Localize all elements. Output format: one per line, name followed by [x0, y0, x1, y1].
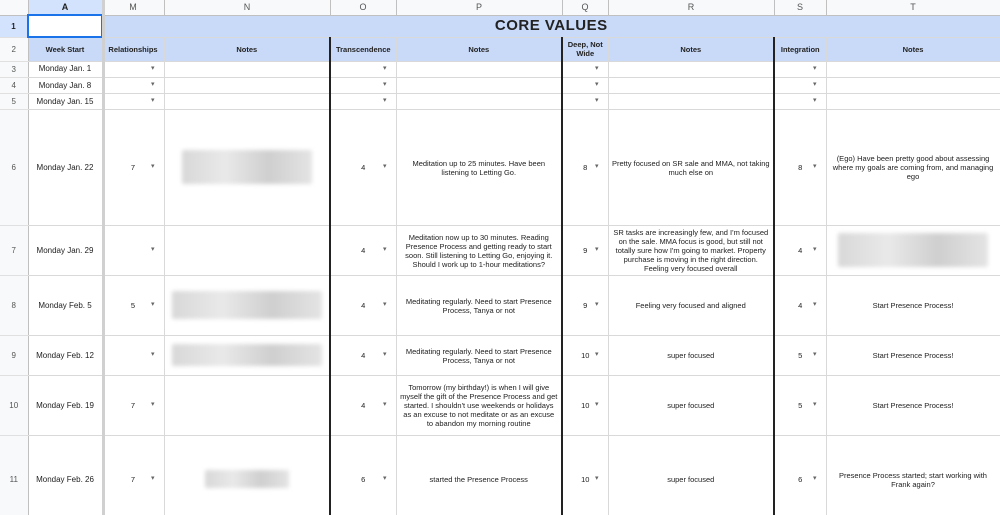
dropdown-arrow-icon[interactable]: ▾ [150, 401, 155, 409]
rating-value: 5 [798, 351, 803, 360]
dropdown-chip[interactable] [778, 351, 823, 360]
rating-value: 5 [798, 401, 803, 410]
dropdown-chip[interactable] [106, 301, 161, 310]
table-row [0, 436, 1000, 515]
dropdown-chip[interactable] [566, 401, 605, 410]
integration-rating-cell[interactable] [774, 276, 826, 336]
row-header[interactable]: 9 [0, 336, 28, 376]
rating-value: 9 [583, 301, 588, 310]
relationships-notes-cell[interactable] [164, 110, 330, 226]
relationships-notes-cell[interactable] [164, 226, 330, 276]
relationships-header[interactable]: Relationships [102, 37, 164, 61]
dropdown-arrow-icon[interactable]: ▾ [150, 351, 155, 359]
dropdown-chip[interactable] [334, 163, 393, 172]
week-start-cell[interactable]: Monday Jan. 15 [28, 94, 102, 110]
dropdown-chip[interactable] [334, 401, 393, 410]
integration-rating-cell[interactable] [774, 62, 826, 78]
deep-not-wide-rating-cell[interactable] [562, 110, 608, 226]
note-text: SR tasks are increasingly few, and I'm focused on the sale. MMA focus is good, but still not totally sure how I'm going to market. Property purchase is moving in the right direction. Feeling very focused overall [613, 228, 769, 273]
note-text: super focused [667, 401, 715, 410]
row-header[interactable]: 4 [0, 78, 28, 94]
note-text: Tomorrow (my birthday!) is when I will give myself the gift of the Presence Process and get started. I shouldn't use weekends or holidays as an excuse to not meditate or as an excuse to abandon my morning routine [400, 383, 558, 428]
table-row [0, 336, 1000, 376]
transcendence-rating-cell[interactable] [330, 110, 396, 226]
dropdown-arrow-icon[interactable]: ▾ [812, 401, 817, 409]
dropdown-chip[interactable] [334, 351, 393, 360]
integration-notes-cell[interactable] [826, 78, 1000, 94]
data-grid [0, 62, 1000, 515]
dropdown-arrow-icon[interactable]: ▾ [594, 475, 599, 483]
rating-value: 10 [581, 475, 590, 484]
dropdown-chip[interactable] [106, 475, 161, 484]
rating-value: 7 [130, 401, 136, 410]
dropdown-chip[interactable] [334, 475, 393, 484]
integration-notes-cell[interactable] [826, 226, 1000, 276]
redacted-text [182, 150, 312, 184]
note-text: Start Presence Process! [872, 351, 954, 360]
integration-rating-cell[interactable] [774, 226, 826, 276]
table-row [0, 62, 1000, 78]
row-header[interactable]: 3 [0, 62, 28, 78]
dropdown-arrow-icon[interactable]: ▾ [382, 97, 387, 105]
relationships-rating-cell[interactable] [102, 94, 164, 110]
dropdown-arrow-icon[interactable]: ▾ [812, 351, 817, 359]
transcendence-notes-cell[interactable] [396, 78, 562, 94]
dropdown-arrow-icon[interactable]: ▾ [594, 163, 599, 171]
week-start-cell[interactable]: Monday Jan. 29 [28, 226, 102, 276]
rating-value: 10 [581, 351, 590, 360]
rating-value: 4 [361, 301, 366, 310]
table-row [0, 78, 1000, 94]
dropdown-arrow-icon[interactable]: ▾ [594, 81, 599, 89]
rating-value: 4 [798, 246, 803, 255]
integration-rating-cell[interactable] [774, 336, 826, 376]
rating-value: 4 [361, 246, 366, 255]
deep-notes-header[interactable]: Notes [608, 37, 774, 61]
rating-value: 7 [130, 163, 136, 172]
dropdown-arrow-icon[interactable]: ▾ [812, 97, 817, 105]
relationships-rating-cell[interactable] [102, 436, 164, 515]
deep-notes-cell[interactable] [608, 226, 774, 276]
integration-notes-cell[interactable] [826, 376, 1000, 436]
deep-not-wide-rating-cell[interactable] [562, 376, 608, 436]
column-header-q[interactable]: Q [562, 0, 608, 15]
deep-notes-cell[interactable] [608, 110, 774, 226]
transcendence-notes-cell[interactable] [396, 376, 562, 436]
table-row [0, 110, 1000, 226]
rating-value: 6 [361, 475, 366, 484]
week-start-cell[interactable]: Monday Jan. 8 [28, 78, 102, 94]
deep-not-wide-rating-cell[interactable] [562, 226, 608, 276]
relationships-rating-cell[interactable] [102, 78, 164, 94]
relationships-rating-cell[interactable] [102, 62, 164, 78]
dropdown-arrow-icon[interactable]: ▾ [382, 301, 387, 309]
frozen-column-divider[interactable] [102, 0, 105, 515]
deep-notes-cell[interactable] [608, 336, 774, 376]
table-row [0, 276, 1000, 336]
transcendence-notes-cell[interactable] [396, 436, 562, 515]
week-start-cell[interactable]: Monday Feb. 19 [28, 376, 102, 436]
rating-value: 7 [130, 475, 136, 484]
transcendence-notes-cell[interactable] [396, 110, 562, 226]
table-row [0, 376, 1000, 436]
transcendence-rating-cell[interactable] [330, 226, 396, 276]
integration-rating-cell[interactable] [774, 110, 826, 226]
dropdown-arrow-icon[interactable]: ▾ [150, 475, 155, 483]
integration-notes-cell[interactable] [826, 62, 1000, 78]
dropdown-arrow-icon[interactable]: ▾ [382, 81, 387, 89]
dropdown-arrow-icon[interactable]: ▾ [150, 65, 155, 73]
relationships-notes-header[interactable]: Notes [164, 37, 330, 61]
deep-notes-cell[interactable] [608, 436, 774, 515]
dropdown-chip[interactable] [778, 401, 823, 410]
dropdown-arrow-icon[interactable]: ▾ [594, 401, 599, 409]
dropdown-chip[interactable] [566, 246, 605, 255]
deep-not-wide-rating-cell[interactable] [562, 336, 608, 376]
transcendence-notes-cell[interactable] [396, 276, 562, 336]
relationships-rating-cell[interactable] [102, 336, 164, 376]
select-all-corner[interactable] [0, 0, 28, 15]
transcendence-rating-cell[interactable] [330, 336, 396, 376]
dropdown-arrow-icon[interactable]: ▾ [812, 65, 817, 73]
dropdown-chip[interactable] [106, 401, 161, 410]
deep-not-wide-header[interactable]: Deep, Not Wide [562, 37, 608, 61]
deep-notes-cell[interactable] [608, 276, 774, 336]
relationships-rating-cell[interactable] [102, 226, 164, 276]
transcendence-rating-cell[interactable] [330, 276, 396, 336]
dropdown-chip[interactable] [566, 475, 605, 484]
redacted-text [838, 233, 988, 267]
deep-not-wide-rating-cell[interactable] [562, 436, 608, 515]
relationships-notes-cell[interactable] [164, 336, 330, 376]
relationships-notes-cell[interactable] [164, 376, 330, 436]
note-text: Start Presence Process! [872, 301, 954, 310]
dropdown-chip[interactable] [778, 246, 823, 255]
dropdown-arrow-icon[interactable]: ▾ [382, 351, 387, 359]
note-text: Meditating regularly. Need to start Presence Process, Tanya or not [405, 296, 552, 315]
week-start-cell[interactable]: Monday Jan. 1 [28, 62, 102, 78]
dropdown-arrow-icon[interactable]: ▾ [382, 246, 387, 254]
table-row [0, 94, 1000, 110]
note-text: Meditation now up to 30 minutes. Reading Presence Process and getting ready to start soon. Still listening to Letting Go, enjoying it. Should I work up to 1-hour meditations? [405, 232, 553, 269]
deep-not-wide-rating-cell[interactable] [562, 78, 608, 94]
dropdown-arrow-icon[interactable]: ▾ [150, 97, 155, 105]
note-text: Feeling very focused and aligned [635, 301, 746, 310]
week-start-cell[interactable]: Monday Feb. 26 [28, 436, 102, 515]
note-text: Meditation up to 25 minutes. Have been listening to Letting Go. [412, 158, 546, 177]
row-header-1[interactable]: 1 [0, 15, 28, 37]
column-header-m[interactable]: M [102, 0, 164, 15]
column-header-a[interactable]: A [28, 0, 102, 15]
relationships-notes-cell[interactable] [164, 78, 330, 94]
rating-value: 10 [581, 401, 590, 410]
rating-value: 9 [583, 246, 588, 255]
transcendence-rating-cell[interactable] [330, 436, 396, 515]
relationships-notes-cell[interactable] [164, 276, 330, 336]
rating-value: 4 [798, 301, 803, 310]
dropdown-arrow-icon[interactable]: ▾ [812, 163, 817, 171]
integration-rating-cell[interactable] [774, 78, 826, 94]
rating-value: 4 [361, 401, 366, 410]
integration-notes-cell[interactable] [826, 336, 1000, 376]
deep-not-wide-rating-cell[interactable] [562, 62, 608, 78]
week-start-cell[interactable]: Monday Feb. 12 [28, 336, 102, 376]
transcendence-notes-cell[interactable] [396, 226, 562, 276]
dropdown-arrow-icon[interactable]: ▾ [150, 81, 155, 89]
integration-notes-cell[interactable] [826, 276, 1000, 336]
row-header[interactable]: 10 [0, 376, 28, 436]
dropdown-chip[interactable] [778, 475, 823, 484]
dropdown-arrow-icon[interactable]: ▾ [812, 81, 817, 89]
deep-notes-cell[interactable] [608, 94, 774, 110]
redacted-text [172, 344, 322, 366]
dropdown-arrow-icon[interactable]: ▾ [382, 401, 387, 409]
dropdown-chip[interactable] [566, 301, 605, 310]
note-text: Meditating regularly. Need to start Presence Process, Tanya or not [405, 346, 552, 365]
row-header[interactable]: 6 [0, 110, 28, 226]
integration-notes-cell[interactable] [826, 110, 1000, 226]
dropdown-chip[interactable] [778, 301, 823, 310]
integration-notes-cell[interactable] [826, 436, 1000, 515]
dropdown-arrow-icon[interactable]: ▾ [382, 163, 387, 171]
dropdown-arrow-icon[interactable]: ▾ [382, 65, 387, 73]
rating-value: 8 [583, 163, 588, 172]
transcendence-notes-cell[interactable] [396, 336, 562, 376]
integration-notes-header[interactable]: Notes [826, 37, 1000, 61]
column-header-row [0, 0, 1000, 15]
integration-rating-cell[interactable] [774, 436, 826, 515]
integration-header[interactable]: Integration [774, 37, 826, 61]
rating-value: 4 [361, 163, 366, 172]
relationships-notes-cell[interactable] [164, 62, 330, 78]
dropdown-arrow-icon[interactable]: ▾ [594, 65, 599, 73]
integration-rating-cell[interactable] [774, 376, 826, 436]
transcendence-notes-header[interactable]: Notes [396, 37, 562, 61]
note-text: super focused [667, 351, 715, 360]
dropdown-arrow-icon[interactable]: ▾ [150, 163, 155, 171]
note-text: Start Presence Process! [872, 401, 954, 410]
week-start-cell[interactable]: Monday Jan. 22 [28, 110, 102, 226]
column-header-o[interactable]: O [330, 0, 396, 15]
relationships-notes-cell[interactable] [164, 94, 330, 110]
dropdown-chip[interactable] [566, 163, 605, 172]
header-row [0, 37, 1000, 61]
week-start-cell[interactable]: Monday Feb. 5 [28, 276, 102, 336]
redacted-text [172, 291, 322, 319]
deep-not-wide-rating-cell[interactable] [562, 94, 608, 110]
note-text: Pretty focused on SR sale and MMA, not taking much else on [611, 158, 770, 177]
dropdown-chip[interactable] [334, 301, 393, 310]
deep-notes-cell[interactable] [608, 376, 774, 436]
column-header-s[interactable]: S [774, 0, 826, 15]
rating-value: 5 [130, 301, 136, 310]
table-row [0, 226, 1000, 276]
transcendence-notes-cell[interactable] [396, 62, 562, 78]
dropdown-arrow-icon[interactable]: ▾ [812, 301, 817, 309]
deep-not-wide-rating-cell[interactable] [562, 276, 608, 336]
dropdown-arrow-icon[interactable]: ▾ [382, 475, 387, 483]
transcendence-rating-cell[interactable] [330, 78, 396, 94]
relationships-rating-cell[interactable] [102, 276, 164, 336]
dropdown-arrow-icon[interactable]: ▾ [812, 246, 817, 254]
core-values-title[interactable]: CORE VALUES [102, 15, 1000, 37]
note-text: Presence Process started; start working with Frank again? [839, 470, 987, 489]
transcendence-rating-cell[interactable] [330, 376, 396, 436]
integration-rating-cell[interactable] [774, 94, 826, 110]
transcendence-header[interactable]: Transcendence [330, 37, 396, 61]
relationships-rating-cell[interactable] [102, 110, 164, 226]
dropdown-arrow-icon[interactable]: ▾ [594, 301, 599, 309]
relationships-notes-cell[interactable] [164, 436, 330, 515]
cell-a1-selected[interactable] [28, 15, 102, 37]
column-header-n[interactable]: N [164, 0, 330, 15]
dropdown-arrow-icon[interactable]: ▾ [150, 246, 155, 254]
column-header-t[interactable]: T [826, 0, 1000, 15]
relationships-rating-cell[interactable] [102, 376, 164, 436]
dropdown-arrow-icon[interactable]: ▾ [150, 301, 155, 309]
note-text: started the Presence Process [429, 475, 528, 484]
dropdown-chip[interactable] [566, 351, 605, 360]
sheet-grid [0, 0, 1000, 62]
integration-notes-cell[interactable] [826, 94, 1000, 110]
dropdown-arrow-icon[interactable]: ▾ [812, 475, 817, 483]
transcendence-rating-cell[interactable] [330, 94, 396, 110]
rating-value: 8 [798, 163, 803, 172]
column-header-p[interactable]: P [396, 0, 562, 15]
row-header[interactable]: 11 [0, 436, 28, 515]
column-header-r[interactable]: R [608, 0, 774, 15]
dropdown-arrow-icon[interactable]: ▾ [594, 351, 599, 359]
dropdown-chip[interactable] [106, 163, 161, 172]
transcendence-rating-cell[interactable] [330, 62, 396, 78]
row-header[interactable]: 8 [0, 276, 28, 336]
week-start-header[interactable]: Week Start [28, 37, 102, 61]
dropdown-chip[interactable] [334, 246, 393, 255]
dropdown-arrow-icon[interactable]: ▾ [594, 97, 599, 105]
row-header[interactable]: 7 [0, 226, 28, 276]
transcendence-notes-cell[interactable] [396, 94, 562, 110]
dropdown-arrow-icon[interactable]: ▾ [594, 246, 599, 254]
redacted-text [205, 470, 289, 488]
deep-notes-cell[interactable] [608, 62, 774, 78]
note-text: (Ego) Have been pretty good about assessing where my goals are coming from, and managing ego [832, 154, 994, 181]
row-header[interactable]: 5 [0, 94, 28, 110]
note-text: super focused [667, 475, 715, 484]
rating-value: 6 [798, 475, 803, 484]
rating-value: 4 [361, 351, 366, 360]
deep-notes-cell[interactable] [608, 78, 774, 94]
row-header-2[interactable]: 2 [0, 37, 28, 61]
title-row [0, 15, 1000, 37]
dropdown-chip[interactable] [778, 163, 823, 172]
